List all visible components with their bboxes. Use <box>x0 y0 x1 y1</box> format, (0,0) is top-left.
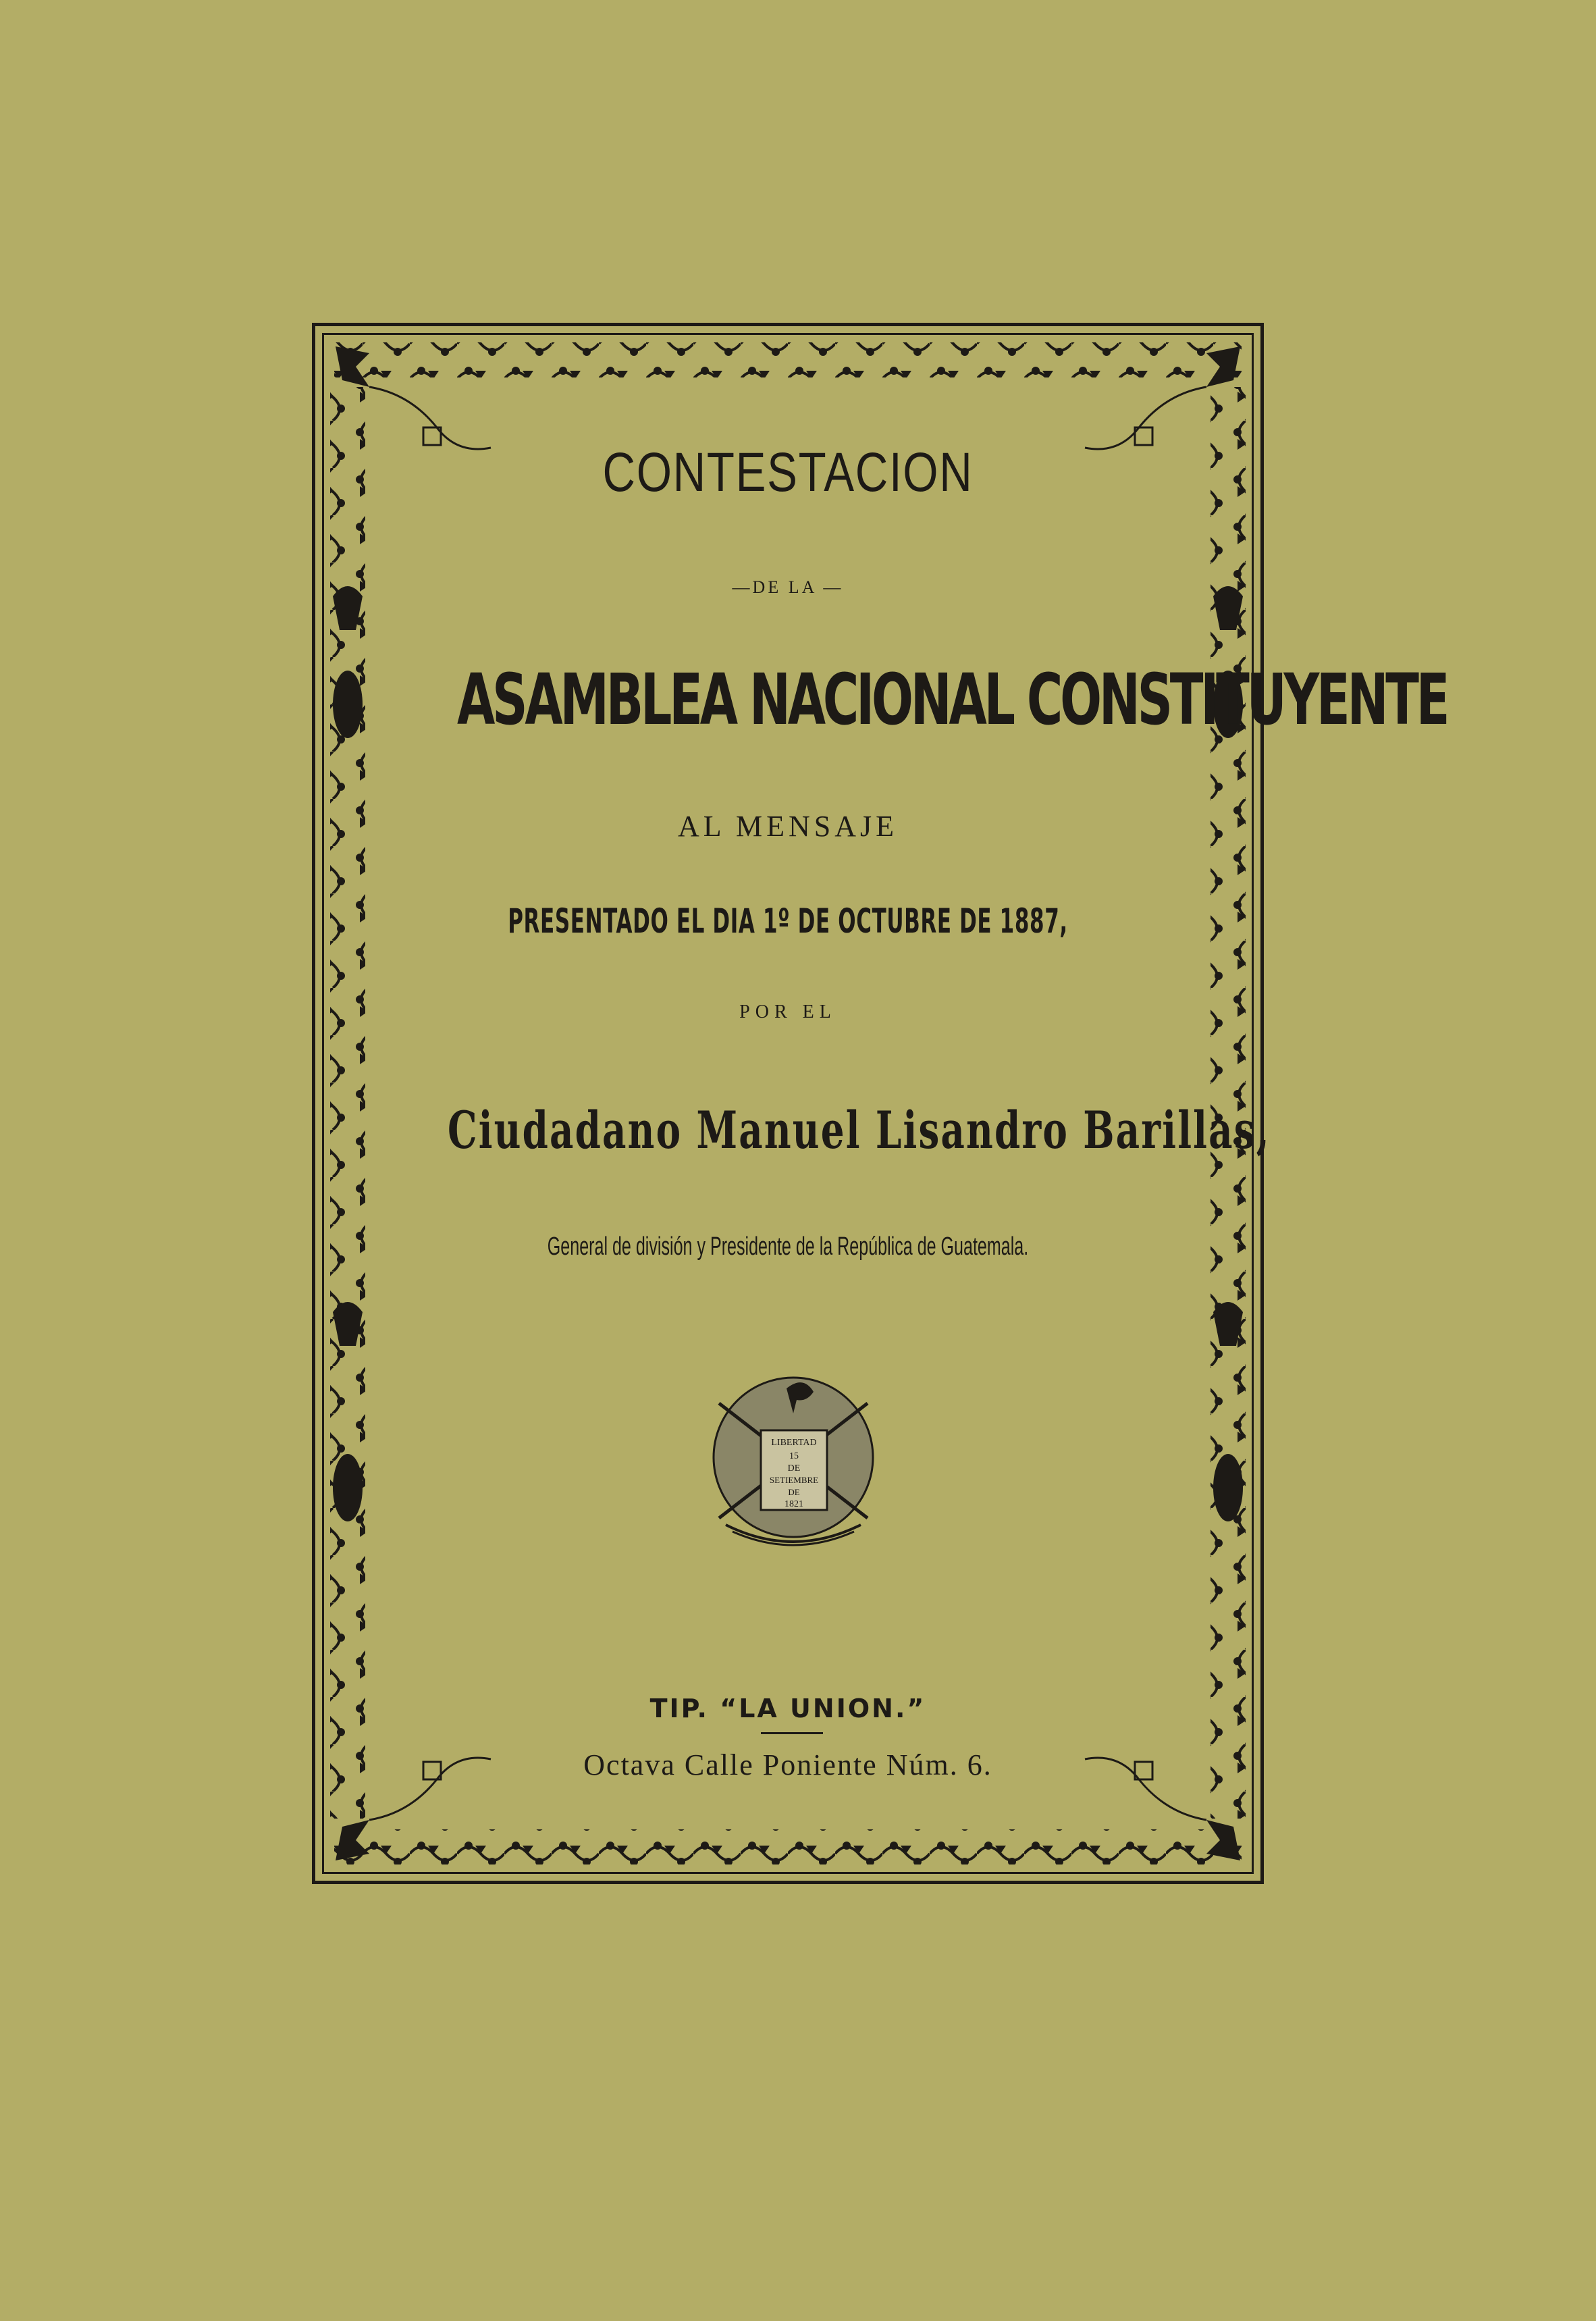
printer-divider <box>761 1732 823 1734</box>
to-message-text: AL MENSAJE <box>677 810 899 843</box>
ornamental-border <box>312 323 1447 1884</box>
printer-address: Octava Calle Poniente Núm. 6. <box>583 1748 992 1781</box>
emblem-text-6: 1821 <box>784 1499 803 1509</box>
author-name: Ciudadano Manuel Lisandro Barillas, <box>448 1100 1271 1160</box>
printer-name: TIP. “LA UNION.” <box>649 1694 926 1723</box>
coat-of-arms-emblem <box>685 1363 901 1565</box>
author-title: General de división y Presidente de la República de Guatemala. <box>547 1232 1029 1261</box>
emblem-text-5: DE <box>788 1487 800 1497</box>
connector-text: —DE LA — <box>732 577 844 597</box>
assembly-heading: ASAMBLEA NACIONAL CONSTITUYENTE <box>457 658 1447 741</box>
main-title: CONTESTACION <box>602 442 974 503</box>
emblem-text-2: 15 <box>789 1451 799 1461</box>
emblem-text-3: DE <box>787 1463 801 1474</box>
title-page-content <box>315 326 1447 1881</box>
emblem-text-4: SETIEMBRE <box>769 1475 819 1485</box>
by-text: POR EL <box>739 1001 836 1022</box>
emblem-text-1: LIBERTAD <box>771 1438 817 1448</box>
presented-date-text: PRESENTADO EL DIA 1º DE OCTUBRE DE 1887, <box>508 902 1068 941</box>
